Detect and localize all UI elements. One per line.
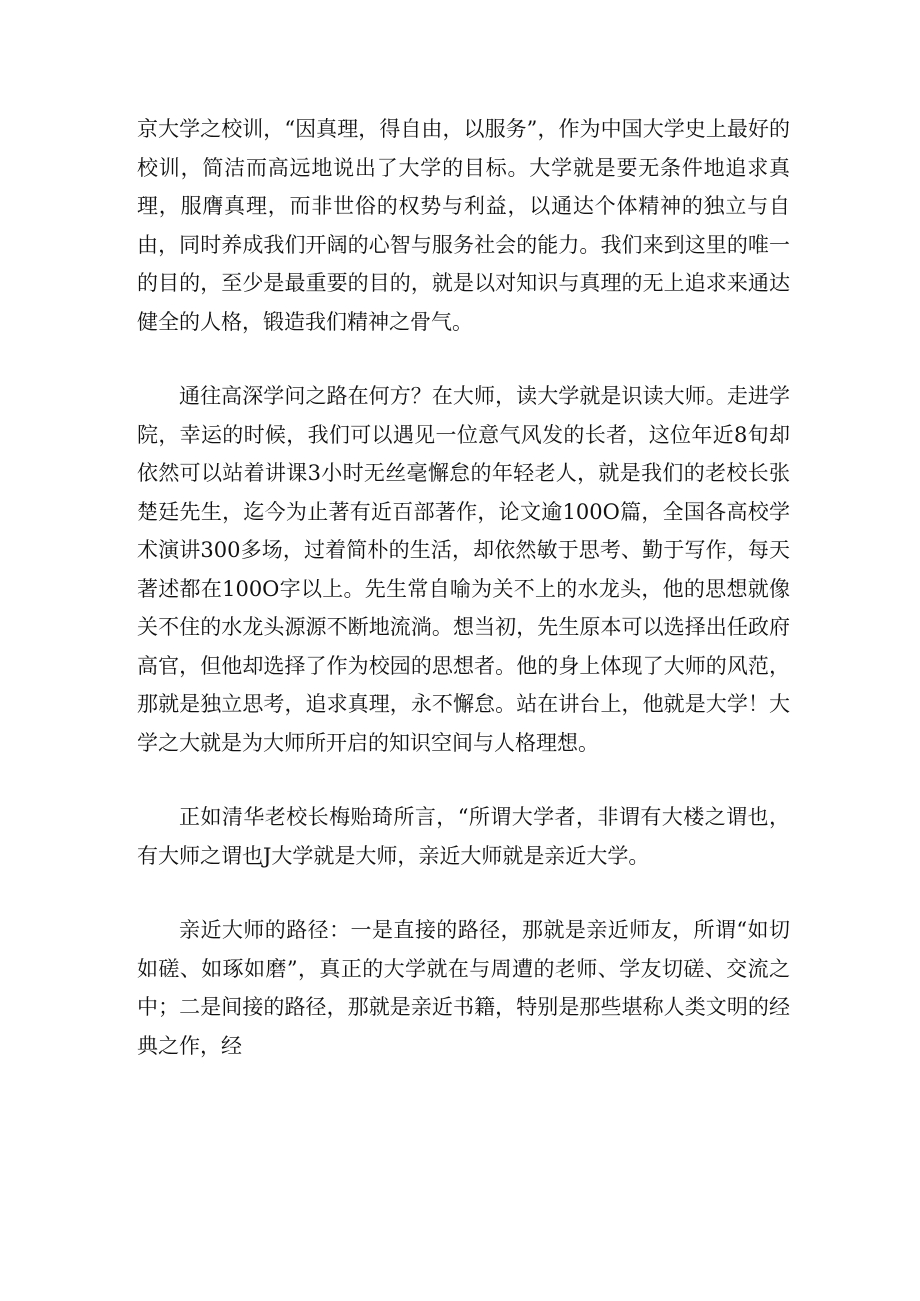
document-body bbox=[137, 110, 790, 1065]
paragraph-paths: 亲近大师的路径：一是直接的路径，那就是亲近师友，所谓“如切如磋、如琢如磨”，真正的大学就在与周遭的老师、学友切磋、交流之中；二是间接的路径，那就是亲近书籍，特别是那些堪称人类文明的经典之作，经 bbox=[137, 918, 790, 1058]
paragraph-masters: 通往高深学问之路在何方？在大师，读大学就是识读大师。走进学院，幸运的时候，我们可以遇见一位意气风发的长者，这位年近8旬却依然可以站着讲课3小时无丝毫懈怠的年轻老人，就是我们的老校长张楚廷先生，迄今为止著有近百部著作，论文逾100O篇，全国各高校学术演讲300多场，过着简朴的生活，却依然敏于思考、勤于写作，每天著述都在100O字以上。先生常自喻为关不上的水龙头，他的思想就像关不住的水龙头源源不断地流淌。想当初，先生原本可以选择出任政府高官，但他却选择了作为校园的思想者。他的身上体现了大师的风范，那就是独立思考，追求真理，永不懈怠。站在讲台上，他就是大学！大学之大就是为大师所开启的知识空间与人格理想。 bbox=[137, 384, 790, 755]
paragraph-continuation: 京大学之校训，“因真理，得自由，以服务”，作为中国大学史上最好的校训，简洁而高远地说出了大学的目标。大学就是要无条件地追求真理，服膺真理，而非世俗的权势与利益，以通达个体精神的独立与自由，同时养成我们开阔的心智与服务社会的能力。我们来到这里的唯一的目的，至少是最重要的目的，就是以对知识与真理的无上追求来通达健全的人格，锻造我们精神之骨气。 bbox=[137, 117, 790, 334]
paragraph-quote: 正如清华老校长梅贻琦所言，“所谓大学者，非谓有大楼之谓也，有大师之谓也J大学就是大师，亲近大师就是亲近大学。 bbox=[137, 805, 790, 868]
